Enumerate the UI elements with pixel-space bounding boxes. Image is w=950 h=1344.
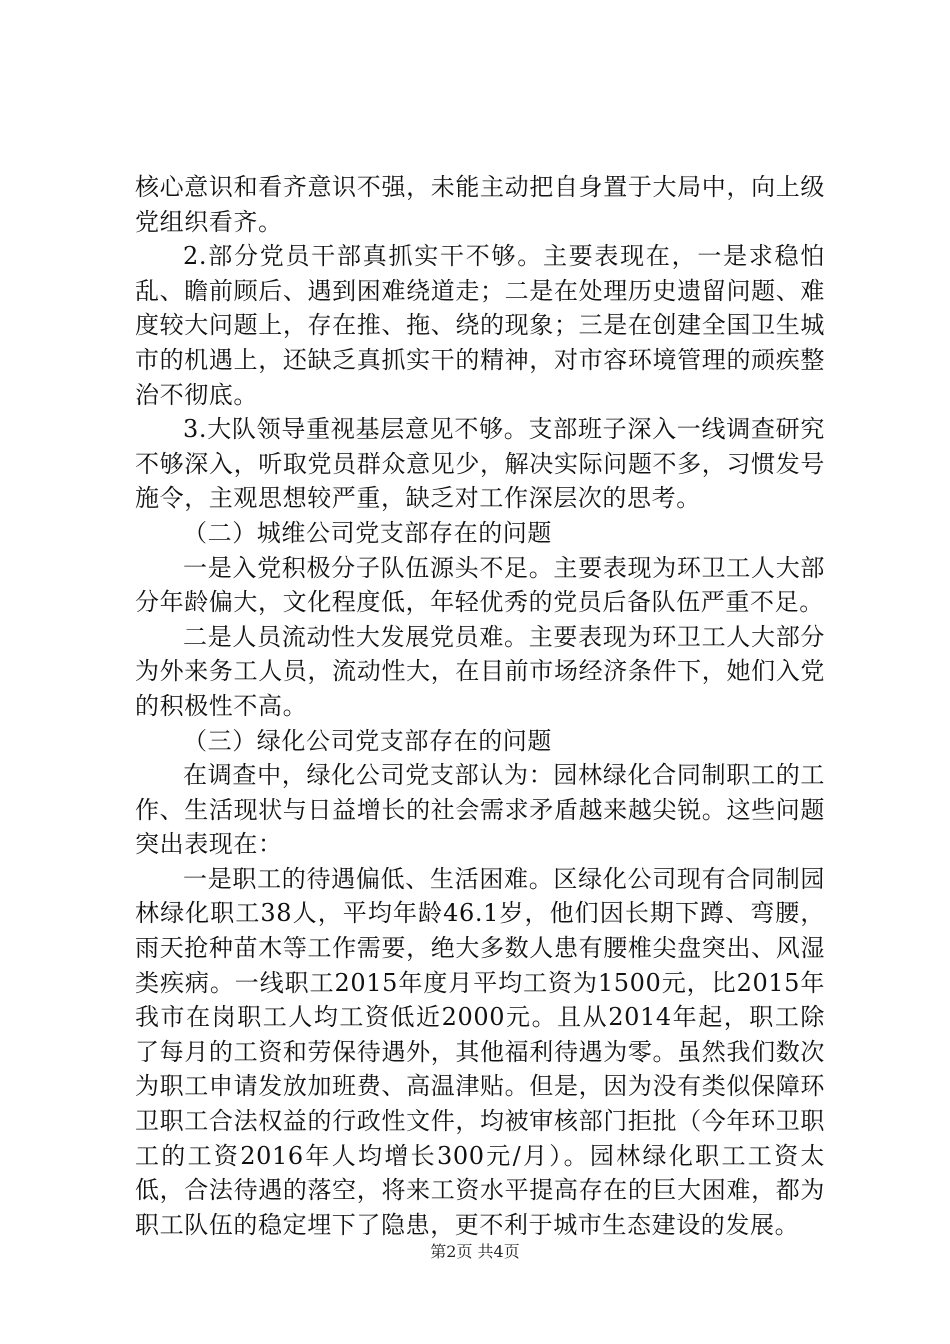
document-body <box>135 170 825 1242</box>
paragraph-lvhua-intro: 在调查中，绿化公司党支部认为：园林绿化合同制职工的工作、生活现状与日益增长的社会需求矛盾越来越尖锐。这些问题突出表现在： <box>135 761 825 859</box>
paragraph-item-2: 2.部分党员干部真抓实干不够。主要表现在，一是求稳怕乱、瞻前顾后、遇到困难绕道走；二是在处理历史遗留问题、难度较大问题上，存在推、拖、绕的现象；三是在创建全国卫生城市的机遇上，还缺乏真抓实干的精神，对市容环境管理的顽疾整治不彻底。 <box>135 242 825 409</box>
paragraph-chengwei-second: 二是人员流动性大发展党员难。主要表现为环卫工人大部分为外来务工人员，流动性大，在目前市场经济条件下，她们入党的积极性不高。 <box>135 622 825 720</box>
paragraph-chengwei-first: 一是入党积极分子队伍源头不足。主要表现为环卫工人大部分年龄偏大，文化程度低，年轻优秀的党员后备队伍严重不足。 <box>135 553 825 617</box>
paragraph-item-3: 3.大队领导重视基层意见不够。支部班子深入一线调查研究不够深入，听取党员群众意见少，解决实际问题不多，习惯发号施令，主观思想较严重，缺乏对工作深层次的思考。 <box>135 415 825 513</box>
paragraph-lvhua-first: 一是职工的待遇偏低、生活困难。区绿化公司现有合同制园林绿化职工38人，平均年龄46.1岁，他们因长期下蹲、弯腰，雨天抢种苗木等工作需要，绝大多数人患有腰椎尖盘突出、风湿类疾病。一线职工2015年度月平均工资为1500元，比2015年我市在岗职工人均工资低近2000元。且从2014年起，职工除了每月的工资和劳保待遇外，其他福利待遇为零。虽然我们数次为职工申请发放加班费、高温津贴。但是，因为没有类似保障环卫职工合法权益的行政性文件，均被审核部门拒批（今年环卫职工的工资2016年人均增长300元/月）。园林绿化职工工资太低，合法待遇的落空，将来工资水平提高存在的巨大困难，都为职工队伍的稳定埋下了隐患，更不利于城市生态建设的发展。 <box>135 864 825 1239</box>
subheading-chengwei: （二）城维公司党支部存在的问题 <box>183 518 552 547</box>
page-number-label: 第2页 共4页 <box>430 1242 520 1261</box>
paragraph-continuation: 核心意识和看齐意识不强，未能主动把自身置于大局中，向上级党组织看齐。 <box>135 173 825 236</box>
page-footer <box>0 1240 950 1264</box>
subheading-lvhua: （三）绿化公司党支部存在的问题 <box>183 726 552 755</box>
